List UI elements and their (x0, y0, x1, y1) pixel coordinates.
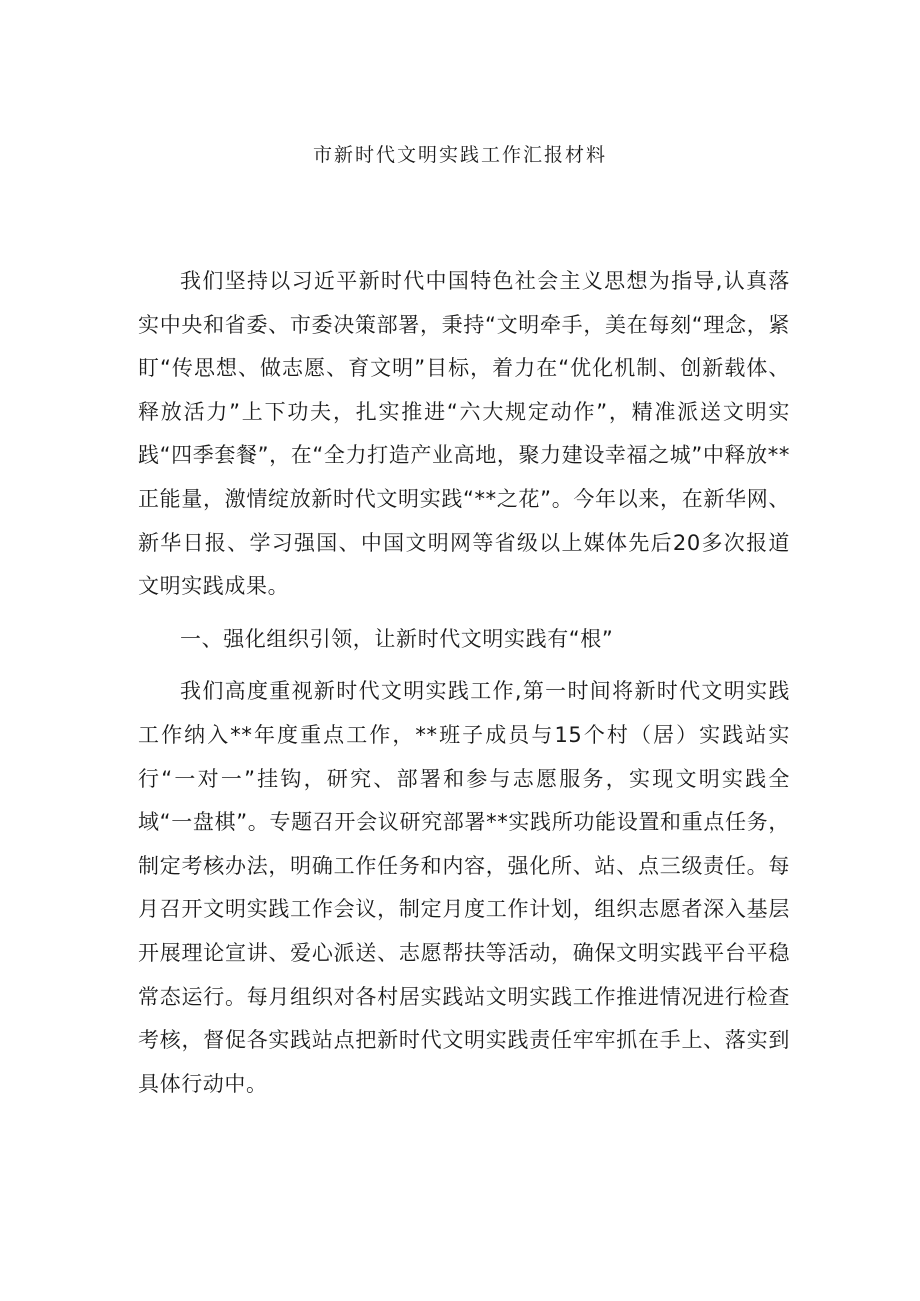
section-heading: 一、强化组织引领，让新时代文明实践有“根” (180, 626, 614, 651)
intro-paragraph: 我们坚持以习近平新时代中国特色社会主义思想为指导,认真落实中央和省委、市委决策部署，秉持“文明牵手，美在每刻“理念，紧盯“传思想、做志愿、育文明”目标，着力在“优化机制、创新载体、释放活力”上下功夫，扎实推进“六大规定动作”，精准派送文明实践“四季套餐”，在“全力打造产业高地，聚力建设幸福之城”中释放**正能量，激情绽放新时代文明实践“**之花”。今年以来，在新华网、新华日报、学习强国、中国文明网等省级以上媒体先后20多次报道文明实践成果。 (138, 269, 790, 599)
section-paragraph: 我们高度重视新时代文明实践工作,第一时间将新时代文明实践工作纳入**年度重点工作，**班子成员与15个村（居）实践站实行“一对一”挂钩，研究、部署和参与志愿服务，实现文明实践全域“一盘棋”。专题召开会议研究部署**实践所功能设置和重点任务，制定考核办法，明确工作任务和内容，强化所、站、点三级责任。每月召开文明实践工作会议，制定月度工作计划，组织志愿者深入基层开展理论宣讲、爱心派送、志愿帮扶等活动，确保文明实践平台平稳常态运行。每月组织对各村居实践站文明实践工作推进情况进行检查考核，督促各实践站点把新时代文明实践责任牢牢抓在手上、落实到具体行动中。 (138, 679, 790, 1096)
document-title: 市新时代文明实践工作汇报材料 (312, 144, 607, 166)
document-body (138, 260, 790, 1106)
